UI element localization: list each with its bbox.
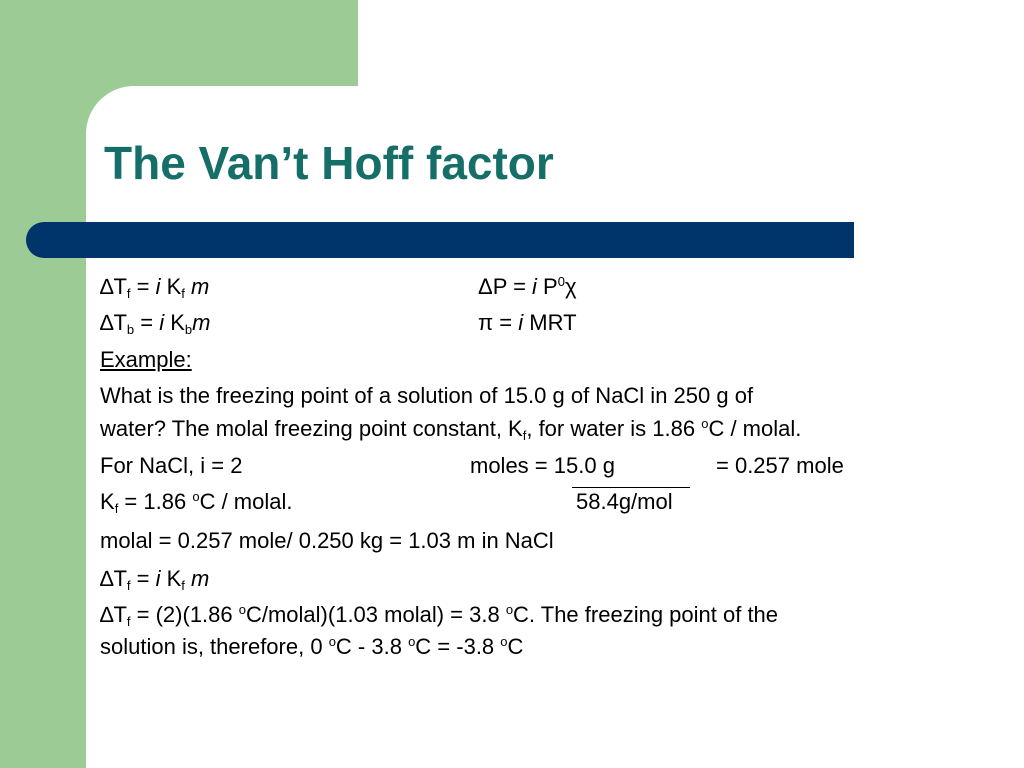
moles-result: = 0.257 mole: [716, 453, 844, 478]
equation-vapor-pressure: ΔP = i $P^0\chi$: [478, 274, 577, 299]
molal-calculation: molal = 0.257 mole/ 0.250 kg = 1.03 m in NaCl: [100, 528, 554, 553]
equation-freezing: $\Delta T_f = i$ $K_f$ m: [100, 274, 210, 301]
title-accent-bar: [26, 222, 854, 258]
equation-osmotic: π = i MRT: [478, 310, 577, 335]
equation-boiling: $\Delta T_b = i$ $K_bm$: [100, 310, 211, 337]
question-line-2: water? The molal freezing point constant, $K_f$, for water is 1.86 $^o$C / molal.: [100, 416, 802, 443]
moles-label: moles = 15.0 g: [470, 453, 615, 478]
kf-value: $K_f = 1.86$ $^o$C / molal.: [100, 489, 293, 516]
equation-freezing-repeat: $\Delta T_f = i$ $K_f$ m: [100, 566, 210, 593]
fraction-line: [572, 487, 690, 488]
decor-green-left: [0, 0, 86, 768]
freezing-calculation: $\Delta T_f = (2)(1.86$ $^o$C/molal)(1.03 molal) = 3.8 $^o$C. The freezing point of the: [100, 602, 779, 629]
example-heading: Example:: [100, 347, 192, 372]
conclusion: solution is, therefore, 0 $^o$C - 3.8 $^o$C = -3.8 $^o$C: [100, 634, 524, 659]
slide-title: The Van’t Hoff factor: [104, 137, 554, 189]
nacl-i-value: For NaCl, i = 2: [100, 453, 243, 478]
question-line-1: What is the freezing point of a solution of 15.0 g of NaCl in 250 g of: [100, 383, 754, 408]
molar-mass: 58.4g/mol: [576, 489, 673, 514]
